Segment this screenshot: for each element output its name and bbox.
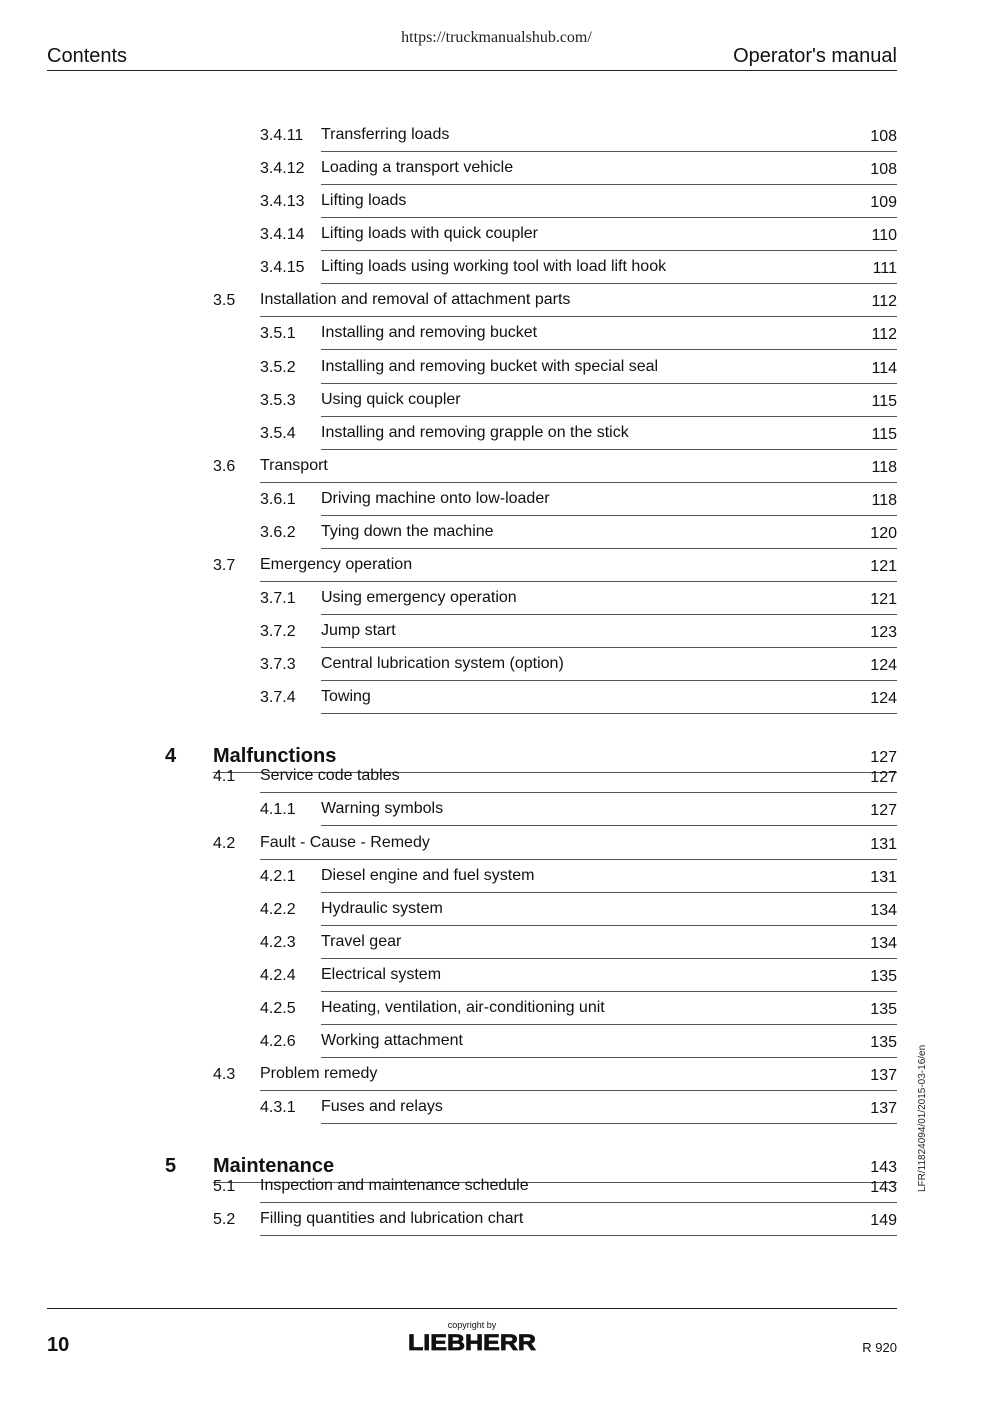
toc-page-number: 127	[870, 749, 897, 767]
toc-page-number: 131	[870, 835, 897, 853]
toc-underline	[260, 1235, 897, 1236]
toc-title: Central lubrication system (option)	[321, 655, 564, 673]
toc-entry[interactable]	[260, 552, 897, 582]
toc-section-number: 3.4.13	[260, 193, 305, 211]
toc-entry[interactable]	[260, 453, 897, 483]
toc-entry[interactable]	[321, 122, 897, 152]
toc-entry[interactable]	[260, 830, 897, 860]
toc-section-number: 3.6.1	[260, 490, 296, 508]
toc-underline	[321, 892, 897, 893]
toc-section-number: 5.1	[213, 1178, 236, 1196]
toc-underline	[321, 449, 897, 450]
toc-entry[interactable]	[321, 320, 897, 350]
toc-title: Tying down the machine	[321, 522, 494, 540]
toc-entry[interactable]	[321, 684, 897, 714]
toc-title: Inspection and maintenance schedule	[260, 1177, 529, 1195]
toc-page-number: 108	[870, 161, 897, 179]
toc-page-number: 121	[870, 591, 897, 609]
toc-page-number: 115	[871, 392, 897, 410]
toc-section-number: 3.4.11	[260, 127, 304, 144]
toc-section-number: 3.4.15	[260, 259, 305, 277]
toc-section-number: 3.5.3	[260, 391, 296, 409]
toc-section-number: 4.2.3	[260, 933, 296, 951]
model-name: R 920	[862, 1340, 897, 1355]
toc-section-number: 3.5.1	[260, 325, 296, 343]
toc-entry[interactable]	[321, 1094, 897, 1124]
toc-title: Emergency operation	[260, 556, 413, 574]
toc-entry[interactable]	[321, 420, 897, 450]
page-number: 10	[47, 1334, 70, 1356]
liebherr-logo	[407, 1330, 537, 1354]
toc-entry[interactable]	[321, 387, 897, 417]
toc-page-number: 118	[871, 458, 897, 476]
toc-section-number: 3.6	[213, 457, 236, 475]
toc-underline	[260, 482, 897, 483]
toc-section-number: 4.2	[213, 834, 236, 852]
toc-entry[interactable]	[321, 651, 897, 681]
source-url: https://truckmanualshub.com/	[401, 29, 592, 46]
toc-underline	[321, 383, 897, 384]
toc-section-number: 4.2.1	[260, 867, 296, 885]
toc-underline	[321, 1057, 897, 1058]
toc-title: Installing and removing bucket	[321, 324, 538, 342]
toc-page-number: 110	[871, 227, 897, 245]
toc-section-number: 3.7.3	[260, 656, 296, 674]
toc-entry[interactable]	[260, 1206, 897, 1236]
toc-title: Hydraulic system	[321, 899, 443, 917]
toc-page-number: 143	[870, 1159, 897, 1177]
toc-title: Installing and removing grapple on the stick	[321, 423, 629, 441]
toc-title: Working attachment	[321, 1032, 463, 1049]
toc-entry[interactable]	[321, 519, 897, 549]
toc-title: Lifting loads with quick coupler	[321, 225, 539, 243]
toc-entry[interactable]	[321, 618, 897, 648]
header-document-title: Operator's manual	[733, 45, 897, 67]
toc-underline	[260, 581, 897, 582]
toc-title: Jump start	[321, 622, 396, 640]
toc-entry[interactable]	[321, 354, 897, 384]
toc-title: Heating, ventilation, air-conditioning unit	[321, 998, 605, 1016]
toc-entry[interactable]	[321, 995, 897, 1025]
toc-section-number: 3.4.12	[260, 160, 305, 178]
toc-underline	[321, 925, 897, 926]
toc-underline	[260, 859, 897, 860]
toc-page-number: 124	[870, 690, 897, 708]
toc-entry[interactable]	[321, 221, 897, 251]
toc-section-number: 3.5	[213, 292, 236, 310]
toc-section-number: 3.7	[213, 557, 236, 575]
toc-title: Using quick coupler	[321, 390, 461, 408]
toc-underline	[321, 647, 897, 648]
toc-section-number: 4.1.1	[260, 801, 296, 819]
toc-section-number: 4.3.1	[260, 1099, 296, 1117]
toc-title: Fault - Cause - Remedy	[260, 833, 430, 851]
toc-title: Malfunctions	[213, 745, 337, 768]
toc-page-number: 123	[870, 624, 897, 642]
toc-underline	[260, 316, 897, 317]
toc-section-number: 5.2	[213, 1211, 236, 1229]
toc-underline	[321, 958, 897, 959]
toc-entry[interactable]	[321, 254, 897, 284]
toc-underline	[321, 713, 897, 714]
toc-underline	[321, 991, 897, 992]
toc-section-number: 3.6.2	[260, 523, 296, 541]
toc-section-number: 4.1	[213, 768, 236, 786]
toc-underline	[260, 1202, 897, 1203]
toc-title: Installation and removal of attachment parts	[260, 291, 571, 309]
toc-underline	[321, 825, 897, 826]
toc-page-number: 137	[870, 1100, 897, 1118]
toc-underline	[321, 416, 897, 417]
toc-title: Driving machine onto low-loader	[321, 489, 550, 507]
toc-entry[interactable]	[321, 585, 897, 615]
toc-underline	[321, 283, 897, 284]
toc-entry[interactable]	[260, 1061, 897, 1091]
toc-section-number: 3.5.4	[260, 424, 296, 442]
toc-section-number: 3.4.14	[260, 226, 305, 244]
toc-title: Service code tables	[260, 767, 400, 785]
toc-underline	[321, 151, 897, 152]
toc-underline	[321, 548, 897, 549]
toc-title: Problem remedy	[260, 1065, 378, 1083]
toc-section-number: 5	[165, 1155, 177, 1178]
toc-title: Transport	[260, 456, 328, 474]
toc-entry[interactable]	[321, 863, 897, 893]
toc-underline	[321, 1024, 897, 1025]
toc-section-number: 3.5.2	[260, 358, 296, 376]
toc-entry[interactable]	[321, 1028, 897, 1058]
toc-title: Travel gear	[321, 932, 402, 950]
toc-page-number: 118	[871, 491, 897, 509]
toc-section-number: 4.2.5	[260, 999, 296, 1017]
toc-section-number: 3.7.2	[260, 623, 296, 641]
toc-section-number: 3.7.4	[260, 689, 296, 707]
toc-entry[interactable]	[260, 763, 897, 793]
toc-underline	[321, 1123, 897, 1124]
toc-page-number: 134	[870, 901, 897, 919]
toc-underline	[321, 680, 897, 681]
copyright-text: copyright by	[447, 1320, 497, 1330]
toc-entry[interactable]	[321, 796, 897, 826]
toc-page-number: 109	[870, 194, 897, 212]
toc-page-number: 108	[870, 128, 897, 145]
toc-title: Installing and removing bucket with special seal	[321, 357, 659, 375]
toc-entry[interactable]	[321, 929, 897, 959]
toc-underline	[321, 614, 897, 615]
toc-page-number: 112	[871, 326, 897, 344]
toc-title: Lifting loads	[321, 192, 407, 210]
toc-entry[interactable]	[321, 962, 897, 992]
toc-title: Warning symbols	[321, 800, 444, 818]
toc-page-number: 137	[870, 1067, 897, 1085]
toc-page-number: 127	[870, 802, 897, 820]
toc-section-number: 4	[165, 745, 177, 768]
toc-title: Fuses and relays	[321, 1098, 443, 1116]
footer-rule	[47, 1308, 897, 1309]
toc-page-number: 111	[872, 260, 897, 278]
toc-section-number: 4.2.2	[260, 900, 296, 918]
toc-entry[interactable]	[321, 188, 897, 218]
liebherr-logo-text: LIEBHERR	[408, 1330, 537, 1354]
toc-page-number: 134	[870, 934, 897, 952]
toc-entry[interactable]	[321, 155, 897, 185]
toc-title: Lifting loads using working tool with load lift hook	[321, 258, 667, 276]
toc-page-number: 127	[870, 769, 897, 787]
toc-page-number: 135	[870, 967, 897, 985]
toc-underline	[321, 217, 897, 218]
toc-section-number: 4.2.4	[260, 966, 296, 984]
document-id-code: LFR/11824094/01/2015-03-16/en	[917, 1044, 928, 1192]
toc-underline	[321, 515, 897, 516]
toc-page-number: 120	[870, 524, 897, 542]
toc-section-number: 4.3	[213, 1066, 236, 1084]
toc-title: Using emergency operation	[321, 589, 517, 607]
toc-entry[interactable]	[321, 486, 897, 516]
toc-section-number: 4.2.6	[260, 1033, 296, 1050]
toc-entry[interactable]	[260, 287, 897, 317]
toc-entry[interactable]	[260, 1173, 897, 1203]
toc-title: Filling quantities and lubrication chart	[260, 1210, 524, 1228]
toc-title: Towing	[321, 688, 371, 706]
toc-page-number: 115	[871, 425, 897, 443]
toc-page-number: 149	[870, 1212, 897, 1230]
toc-title: Diesel engine and fuel system	[321, 866, 535, 884]
header-section-title: Contents	[47, 45, 128, 67]
toc-title: Loading a transport vehicle	[321, 159, 514, 177]
toc-section-number: 3.7.1	[260, 590, 296, 608]
toc-page-number: 124	[870, 657, 897, 675]
toc-title: Maintenance	[213, 1155, 335, 1178]
toc-page-number: 135	[870, 1034, 897, 1051]
toc-page-number: 112	[871, 293, 897, 311]
toc-entry[interactable]	[321, 896, 897, 926]
toc-underline	[260, 792, 897, 793]
toc-underline	[321, 250, 897, 251]
toc-underline	[321, 184, 897, 185]
toc-title: Transferring loads	[321, 126, 450, 143]
toc-underline	[260, 1090, 897, 1091]
toc-page-number: 143	[870, 1179, 897, 1197]
toc-page-number: 135	[870, 1000, 897, 1018]
toc-page-number: 114	[871, 359, 897, 377]
toc-underline	[321, 349, 897, 350]
toc-page-number: 131	[870, 868, 897, 886]
toc-title: Electrical system	[321, 965, 442, 983]
toc-page-number: 121	[870, 558, 897, 576]
